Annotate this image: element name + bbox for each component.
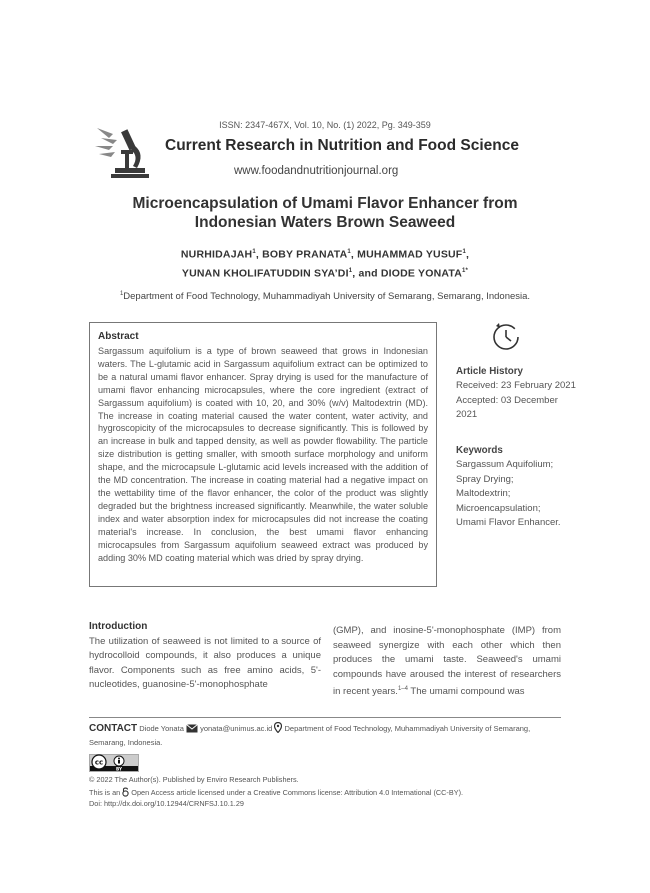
keywords-block [456,444,576,530]
cc-badge-text: cc [94,758,104,767]
author-name: BOBY PRANATA [262,248,348,261]
author-sup: 1 [252,249,256,255]
article-title [0,194,650,232]
license-line [89,787,463,797]
keyword-item: Sargassum Aquifolium; [456,459,554,471]
intro-right-text: (GMP), and inosine-5'-monophosphate (IMP) from seaweed synergize with each other which then produces the umami taste. Seaweed's umami compounds have aroused the interest of researchers in recent years. [333,625,561,698]
intro-right-tail: The umami compound was [407,686,525,698]
microscope-logo-icon [91,124,157,182]
author-list [0,244,650,281]
clock-icon [490,320,522,352]
author-sup: 1 [347,249,351,255]
author-sup: 1* [462,267,469,274]
cc-by-text: BY [116,766,122,772]
author-sep: , [255,248,263,261]
license-pre: This is an [89,788,121,797]
keywords-heading: Keywords [456,445,503,456]
intro-heading: Introduction [89,621,148,632]
cc-by-license-icon[interactable] [89,754,139,772]
keyword-item: Umami Flavor Enhancer. [456,517,561,529]
abstract-box [89,322,437,587]
received-date: Received: 23 February 2021 [456,380,576,392]
author-sep: , [350,248,358,261]
journal-name: Current Research in Nutrition and Food Science [165,137,519,154]
intro-left-text: The utilization of seaweed is not limited to a source of hydrocolloid compounds, it also produces a unique flavor. Components such as free amino acids, 5'-nucleotides, guanosine-5'-monophosphate [89,635,321,691]
journal-url[interactable]: www.foodandnutritionjournal.org [234,165,399,177]
citation-sup: 1–4 [397,686,408,693]
author-line-1 [0,244,650,263]
contact-label: CONTACT [89,723,138,734]
intro-left-column [89,620,321,693]
article-title-line2: Indonesian Waters Brown Seaweed [194,214,456,231]
contact-name: Diode Yonata [139,724,184,733]
article-history [456,365,576,423]
author-name: MUHAMMAD YUSUF [357,248,463,261]
author-sup: 1 [348,267,353,274]
accepted-date: Accepted: 03 December 2021 [456,394,558,421]
author-name: DIODE YONATA [380,267,463,279]
abstract-heading: Abstract [98,331,139,342]
contact-email[interactable]: yonata@unimus.ac.id [200,724,273,733]
article-title-line1: Microencapsulation of Umami Flavor Enhancer from [132,195,518,212]
contact-block [89,722,564,750]
author-line-2 [0,263,650,282]
copyright-line: © 2022 The Author(s). Published by Enviro Research Publishers. [89,775,299,784]
keyword-item: Spray Drying; [456,473,514,485]
author-sep: , [465,248,470,261]
contact-address: Department of Food Technology, Muhammadiyah University of Semarang, Semarang, Indonesia. [89,724,531,747]
affiliation [0,291,650,302]
issn-line: ISSN: 2347-467X, Vol. 10, No. (1) 2022, Pg. 349-359 [219,120,431,130]
keyword-item: Maltodextrin; [456,488,511,500]
author-name: NURHIDAJAH [180,248,253,261]
abstract-text: Sargassum aquifolium is a type of brown seaweed that grows in Indonesian waters. The L-glutamic acid in Sargassum aquifolium extract can be optimized to be a natural umami flavor enhancer. Spray drying is used for the manufacture of umami flavor enhancing microcapsules, where the core ingredient (extract of Sargassum aquifolium) is coated with 10, 20, and 30% (w/v) Maltodextrin (MD). The increase in coating material caused the water content, water activity, and hygroscopicity of the microcapsules to decrease significantly. This is followed by an increase in bulk and tapped density, as well as powder flowability. The particle size distribution is getting smaller, with smooth surface morphology and uniform shape, and the microcapsule L-glutamic acid levels increased with the addition of the MD concentration. The increase in coating material had a negative impact on the wettability time of the flavor enhancer, the color of the product was slightly degraded but the brightness increased significantly. Meanwhile, the water soluble index and water absorption index for microcapsules did not increase the coating material's increase. In conclusion, the best umami flavor enhancing microcapsules from Sargassum aquifolium seaweed extract was produced by adding 30% MD coating material which was dried by spray drying. [98,346,428,563]
affiliation-text: Department of Food Technology, Muhammadiyah University of Semarang, Semarang, Indonesia. [123,291,531,303]
open-access-icon [122,787,129,797]
history-heading: Article History [456,366,523,377]
intro-right-column [333,624,561,700]
license-post[interactable]: Open Access article licensed under a Creative Commons license: Attribution 4.0 International (CC-BY). [131,788,464,797]
location-pin-icon [274,722,282,733]
footer-divider [89,717,561,718]
keyword-item: Microencapsulation; [456,502,541,514]
author-sep: , and [352,267,381,279]
doi-line[interactable]: Doi: http://dx.doi.org/10.12944/CRNFSJ.10.1.29 [89,799,244,808]
affiliation-sup: 1 [119,291,124,297]
author-name: YUNAN KHOLIFATUDDIN SYA’DI [181,267,349,279]
email-icon [186,724,198,733]
author-sup: 1 [462,249,466,255]
